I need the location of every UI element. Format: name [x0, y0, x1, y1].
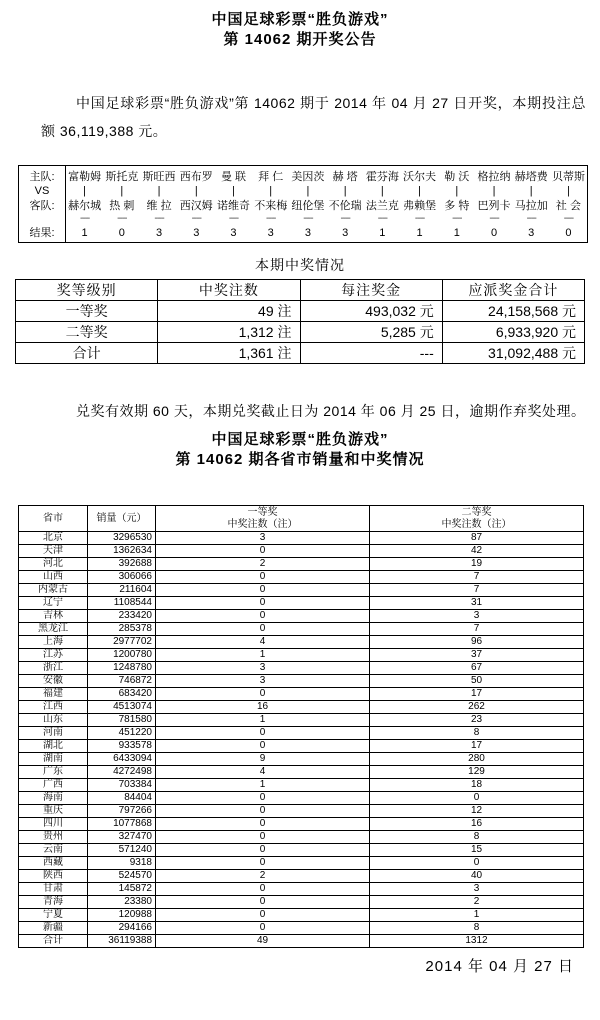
province-table-body	[19, 532, 584, 948]
province-cell: 4513074	[88, 701, 156, 714]
province-row	[19, 896, 584, 909]
redemption-paragraph: 兑奖有效期 60 天，本期兑奖截止日为 2014 年 06 月 25 日，逾期作弃奖处理。	[76, 403, 586, 419]
away-team-name: 马拉加	[514, 200, 548, 212]
province-cell: 0	[156, 740, 370, 753]
province-cell: 17	[370, 688, 584, 701]
province-cell: 内蒙古	[19, 584, 88, 597]
intro-paragraph: 中国足球彩票“胜负游戏”第 14062 期于 2014 年 04 月 27 日开奖，本期投注总额 36,119,388 元。	[41, 95, 586, 139]
province-header-cell: 销量（元）	[88, 506, 156, 532]
dash-separator: ----	[377, 213, 388, 224]
prize-table	[15, 279, 585, 364]
province-cell: 湖南	[19, 753, 88, 766]
prize-header-cell: 应派奖金合计	[442, 280, 584, 301]
vs-bar: |	[232, 185, 235, 197]
section2-title-line1: 中国足球彩票“胜负游戏”	[211, 431, 389, 448]
home-team-name: 赫 塔	[332, 171, 358, 183]
province-cell: 合计	[19, 935, 88, 948]
match-result: 0	[118, 227, 125, 239]
province-cell: 0	[370, 792, 584, 805]
province-row	[19, 753, 584, 766]
province-sales-table	[18, 505, 584, 948]
province-cell: 120988	[88, 909, 156, 922]
province-cell: 451220	[88, 727, 156, 740]
match-column	[66, 166, 103, 242]
away-team-name: 热 刺	[109, 200, 135, 212]
prize-cell: 1,361 注	[158, 343, 300, 364]
prize-section-caption: 本期中奖情况	[255, 257, 345, 273]
province-cell: 16	[156, 701, 370, 714]
province-cell: 1077868	[88, 818, 156, 831]
match-results-table	[18, 165, 588, 243]
province-cell: 新疆	[19, 922, 88, 935]
province-cell: 贵州	[19, 831, 88, 844]
away-team-name: 赫尔城	[68, 200, 102, 212]
province-cell: 0	[156, 792, 370, 805]
match-column	[550, 166, 587, 242]
result-row-label: 结果:	[29, 227, 55, 239]
province-row	[19, 935, 584, 948]
province-cell: 8	[370, 831, 584, 844]
match-result: 3	[342, 227, 349, 239]
away-team-name: 多 特	[444, 200, 470, 212]
province-cell: 36119388	[88, 935, 156, 948]
province-cell: 37	[370, 649, 584, 662]
vs-bar: |	[343, 185, 347, 197]
dash-separator: ----	[489, 213, 499, 224]
home-team-name: 霍芬海	[365, 171, 399, 183]
province-table-header-row	[19, 506, 584, 532]
province-cell: 4	[156, 766, 370, 779]
province-cell: 广东	[19, 766, 88, 779]
home-team-name: 勒 沃	[444, 171, 470, 183]
prize-table-row	[16, 301, 585, 322]
match-result: 3	[155, 227, 163, 239]
match-result: 3	[230, 227, 237, 239]
home-team-name: 格拉纳	[477, 171, 511, 183]
province-cell: 327470	[88, 831, 156, 844]
province-row	[19, 727, 584, 740]
dash-separator: ----	[340, 213, 350, 224]
away-team-name: 维 拉	[146, 200, 172, 212]
province-header-line1: 二等奖	[461, 506, 492, 518]
province-cell: 285378	[88, 623, 156, 636]
province-cell: 0	[156, 545, 370, 558]
province-cell: 683420	[88, 688, 156, 701]
dash-separator: ----	[452, 213, 462, 224]
province-header-cell	[370, 506, 584, 532]
prize-header-cell: 奖等级别	[16, 280, 158, 301]
prize-cell: 5,285 元	[300, 322, 442, 343]
prize-table-header-row	[16, 280, 585, 301]
province-cell: 浙江	[19, 662, 88, 675]
away-team-name: 法兰克	[365, 200, 399, 212]
dash-separator: ----	[303, 213, 313, 224]
prize-cell: ---	[300, 343, 442, 364]
province-cell: 49	[156, 935, 370, 948]
province-cell: 2	[156, 870, 370, 883]
province-cell: 天津	[19, 545, 88, 558]
vs-bar: |	[83, 185, 87, 197]
home-team-name: 斯托克	[105, 171, 139, 183]
dash-separator: ----	[563, 213, 574, 224]
prize-table-row	[16, 343, 585, 364]
province-row	[19, 584, 584, 597]
province-cell: 7	[370, 623, 584, 636]
province-cell: 0	[156, 818, 370, 831]
prize-table-body	[16, 301, 585, 364]
prize-table-row	[16, 322, 585, 343]
match-result: 3	[193, 227, 200, 239]
province-cell: 山西	[19, 571, 88, 584]
province-row	[19, 675, 584, 688]
province-row	[19, 792, 584, 805]
province-cell: 山东	[19, 714, 88, 727]
province-cell: 3	[156, 532, 370, 545]
match-result: 1	[379, 227, 386, 239]
vs-bar: |	[567, 185, 570, 197]
prize-cell: 24,158,568 元	[442, 301, 584, 322]
province-cell: 江西	[19, 701, 88, 714]
province-row	[19, 571, 584, 584]
province-cell: 1108544	[88, 597, 156, 610]
dash-separator: ----	[79, 213, 90, 224]
dash-separator: ----	[154, 213, 164, 224]
province-row	[19, 623, 584, 636]
province-cell: 0	[156, 844, 370, 857]
away-team-name: 西汉姆	[179, 200, 213, 212]
match-result: 0	[490, 227, 498, 239]
vs-bar: |	[269, 185, 273, 197]
match-column	[178, 166, 215, 242]
province-row	[19, 714, 584, 727]
province-cell: 9318	[88, 857, 156, 870]
prize-table-head	[16, 280, 585, 301]
match-result: 3	[528, 227, 535, 239]
province-cell: 湖北	[19, 740, 88, 753]
province-cell: 安徽	[19, 675, 88, 688]
prize-cell: 49 注	[158, 301, 300, 322]
province-row	[19, 831, 584, 844]
match-result: 1	[453, 227, 460, 239]
province-cell: 云南	[19, 844, 88, 857]
province-row	[19, 740, 584, 753]
away-team-name: 纽伦堡	[291, 200, 325, 212]
province-cell: 703384	[88, 779, 156, 792]
province-cell: 306066	[88, 571, 156, 584]
province-cell: 1200780	[88, 649, 156, 662]
province-cell: 河北	[19, 558, 88, 571]
province-row	[19, 870, 584, 883]
dash-row-spacer	[19, 215, 65, 224]
away-team-name: 社 会	[555, 200, 581, 212]
match-row-labels	[19, 166, 66, 242]
match-columns	[66, 166, 587, 242]
province-row	[19, 701, 584, 714]
province-cell: 8	[370, 922, 584, 935]
province-cell: 0	[156, 597, 370, 610]
province-cell: 四川	[19, 818, 88, 831]
match-result: 1	[416, 227, 423, 239]
match-result: 1	[81, 227, 88, 239]
province-cell: 广西	[19, 779, 88, 792]
province-cell: 甘肃	[19, 883, 88, 896]
home-team-name: 曼 联	[220, 171, 247, 183]
province-cell: 西藏	[19, 857, 88, 870]
province-row	[19, 818, 584, 831]
province-cell: 陕西	[19, 870, 88, 883]
province-row	[19, 662, 584, 675]
province-cell: 0	[156, 909, 370, 922]
dash-separator: ----	[191, 213, 201, 224]
province-cell: 8	[370, 727, 584, 740]
province-cell: 294166	[88, 922, 156, 935]
province-cell: 吉林	[19, 610, 88, 623]
province-cell: 0	[156, 584, 370, 597]
province-cell: 42	[370, 545, 584, 558]
province-cell: 40	[370, 870, 584, 883]
province-cell: 87	[370, 532, 584, 545]
away-team-name: 诺维奇	[216, 200, 250, 212]
match-column	[215, 166, 252, 242]
match-column	[252, 166, 289, 242]
prize-cell: 1,312 注	[158, 322, 300, 343]
home-team-name: 西布罗	[179, 171, 213, 183]
province-cell: 233420	[88, 610, 156, 623]
away-team-name: 不来梅	[254, 200, 288, 212]
province-cell: 23380	[88, 896, 156, 909]
province-cell: 129	[370, 766, 584, 779]
match-result: 3	[304, 227, 311, 239]
draw-date: 2014 年 04 月 27 日	[425, 958, 574, 975]
province-cell: 18	[370, 779, 584, 792]
province-cell: 0	[156, 831, 370, 844]
province-cell: 12	[370, 805, 584, 818]
province-cell: 1312	[370, 935, 584, 948]
prize-cell: 二等奖	[16, 322, 158, 343]
province-cell: 1	[370, 909, 584, 922]
province-cell: 7	[370, 584, 584, 597]
province-row	[19, 922, 584, 935]
province-cell: 262	[370, 701, 584, 714]
province-cell: 96	[370, 636, 584, 649]
province-cell: 933578	[88, 740, 156, 753]
province-header-line2: 中奖注数（注）	[441, 518, 512, 530]
province-cell: 3296530	[88, 532, 156, 545]
match-column	[475, 166, 512, 242]
document-title-line1: 中国足球彩票“胜负游戏”	[211, 11, 389, 28]
match-result: 0	[565, 227, 572, 239]
province-cell: 0	[156, 922, 370, 935]
match-column	[364, 166, 401, 242]
dash-separator: ----	[228, 213, 239, 224]
match-column	[289, 166, 326, 242]
province-cell: 0	[156, 688, 370, 701]
province-row	[19, 610, 584, 623]
document-title	[0, 0, 600, 50]
province-cell: 上海	[19, 636, 88, 649]
province-cell: 1362634	[88, 545, 156, 558]
province-cell: 3	[156, 675, 370, 688]
home-team-name: 沃尔夫	[403, 171, 437, 183]
province-row	[19, 779, 584, 792]
province-cell: 9	[156, 753, 370, 766]
province-cell: 7	[370, 571, 584, 584]
province-row	[19, 909, 584, 922]
dash-separator: ----	[117, 213, 127, 224]
prize-cell: 31,092,488 元	[442, 343, 584, 364]
province-cell: 江苏	[19, 649, 88, 662]
province-cell: 6433094	[88, 753, 156, 766]
province-cell: 河南	[19, 727, 88, 740]
province-cell: 280	[370, 753, 584, 766]
province-header-cell	[156, 506, 370, 532]
vs-bar: |	[529, 185, 533, 197]
province-row	[19, 883, 584, 896]
prize-cell: 合计	[16, 343, 158, 364]
province-cell: 0	[156, 857, 370, 870]
province-cell: 0	[370, 857, 584, 870]
vs-bar: |	[157, 185, 161, 197]
prize-cell: 6,933,920 元	[442, 322, 584, 343]
prize-cell: 一等奖	[16, 301, 158, 322]
province-cell: 1	[156, 649, 370, 662]
province-cell: 31	[370, 597, 584, 610]
home-team-name: 贝蒂斯	[551, 171, 585, 183]
province-cell: 145872	[88, 883, 156, 896]
province-cell: 3	[370, 883, 584, 896]
dash-separator: ----	[414, 213, 425, 224]
vs-bar: |	[380, 185, 384, 197]
province-cell: 524570	[88, 870, 156, 883]
home-team-name: 拜 仁	[258, 171, 284, 183]
province-row	[19, 805, 584, 818]
province-cell: 2	[370, 896, 584, 909]
province-header-line2: 中奖注数（注）	[227, 518, 298, 530]
province-cell: 重庆	[19, 805, 88, 818]
away-team-name: 巴列卡	[477, 200, 511, 212]
home-team-name: 赫塔费	[514, 171, 548, 183]
match-column	[438, 166, 475, 242]
section2-title	[0, 430, 600, 470]
province-cell: 0	[156, 805, 370, 818]
vs-bar: |	[455, 185, 459, 197]
province-row	[19, 766, 584, 779]
province-cell: 3	[156, 662, 370, 675]
province-cell: 辽宁	[19, 597, 88, 610]
away-row-label: 客队:	[29, 200, 55, 212]
home-team-name: 富勒姆	[68, 171, 102, 183]
section2-title-line2: 第 14062 期各省市销量和中奖情况	[175, 451, 425, 468]
province-cell: 海南	[19, 792, 88, 805]
province-row	[19, 636, 584, 649]
province-cell: 北京	[19, 532, 88, 545]
province-cell: 746872	[88, 675, 156, 688]
province-row	[19, 597, 584, 610]
province-cell: 19	[370, 558, 584, 571]
province-cell: 3	[370, 610, 584, 623]
province-table-head	[19, 506, 584, 532]
province-header-line1: 一等奖	[247, 506, 278, 518]
province-cell: 0	[156, 623, 370, 636]
vs-bar: |	[418, 185, 421, 197]
province-row	[19, 558, 584, 571]
match-result: 3	[267, 227, 274, 239]
province-cell: 4	[156, 636, 370, 649]
match-column	[140, 166, 177, 242]
document-title-line2: 第 14062 期开奖公告	[223, 31, 377, 48]
province-header-cell: 省市	[19, 506, 88, 532]
province-cell: 1248780	[88, 662, 156, 675]
province-row	[19, 649, 584, 662]
vs-bar: |	[194, 185, 198, 197]
vs-bar: |	[120, 185, 124, 197]
province-cell: 211604	[88, 584, 156, 597]
dash-separator: ----	[526, 213, 536, 224]
match-column	[513, 166, 550, 242]
province-cell: 2977702	[88, 636, 156, 649]
prize-cell: 493,032 元	[300, 301, 442, 322]
province-cell: 0	[156, 896, 370, 909]
province-cell: 17	[370, 740, 584, 753]
province-cell: 15	[370, 844, 584, 857]
province-cell: 0	[156, 610, 370, 623]
home-row-label: 主队:	[29, 171, 55, 183]
province-cell: 67	[370, 662, 584, 675]
province-row	[19, 688, 584, 701]
province-cell: 宁夏	[19, 909, 88, 922]
province-cell: 0	[156, 727, 370, 740]
province-cell: 4272498	[88, 766, 156, 779]
province-cell: 福建	[19, 688, 88, 701]
dash-separator: ----	[266, 213, 276, 224]
province-cell: 1	[156, 779, 370, 792]
province-cell: 781580	[88, 714, 156, 727]
province-cell: 1	[156, 714, 370, 727]
province-cell: 2	[156, 558, 370, 571]
vs-row-label: VS	[34, 185, 50, 197]
province-cell: 16	[370, 818, 584, 831]
home-team-name: 美因茨	[291, 171, 325, 183]
province-cell: 392688	[88, 558, 156, 571]
province-row	[19, 532, 584, 545]
vs-bar: |	[306, 185, 310, 197]
prize-header-cell: 中奖注数	[158, 280, 300, 301]
province-row	[19, 545, 584, 558]
match-column	[103, 166, 140, 242]
province-cell: 571240	[88, 844, 156, 857]
province-cell: 50	[370, 675, 584, 688]
vs-bar: |	[492, 185, 496, 197]
province-cell: 84404	[88, 792, 156, 805]
away-team-name: 弗赖堡	[403, 200, 437, 212]
match-column	[327, 166, 364, 242]
province-cell: 0	[156, 883, 370, 896]
province-cell: 0	[156, 571, 370, 584]
province-cell: 797266	[88, 805, 156, 818]
prize-header-cell: 每注奖金	[300, 280, 442, 301]
match-column	[401, 166, 438, 242]
home-team-name: 斯旺西	[142, 171, 176, 183]
away-team-name: 不伦瑞	[328, 200, 362, 212]
province-row	[19, 844, 584, 857]
province-cell: 黑龙江	[19, 623, 88, 636]
province-row	[19, 857, 584, 870]
province-cell: 23	[370, 714, 584, 727]
province-cell: 青海	[19, 896, 88, 909]
